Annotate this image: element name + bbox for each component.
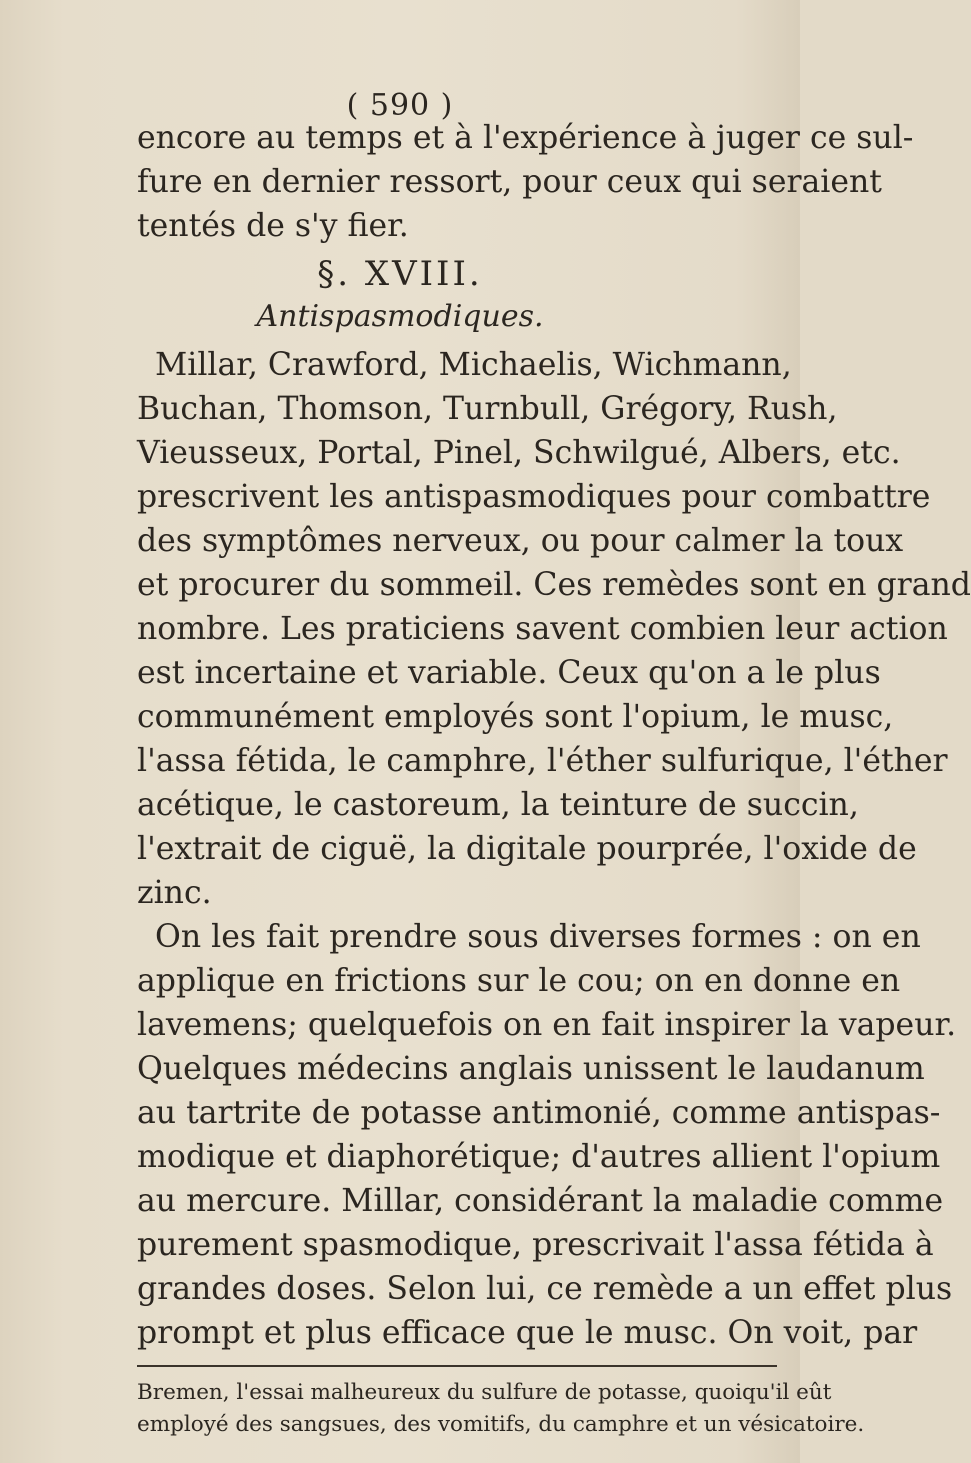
paragraph1-line-7: nombre. Les praticiens savent combien leur action <box>137 611 948 647</box>
intro-line-1: encore au temps et à l'expérience à juger ce sul- <box>137 120 914 156</box>
paragraph2-line-7: au mercure. Millar, considérant la maladie comme <box>137 1183 944 1219</box>
intro-line-2: fure en dernier ressort, pour ceux qui seraient <box>137 164 882 200</box>
paragraph2-line-10: prompt et plus efficace que le musc. On voit, par <box>137 1315 918 1351</box>
paragraph2-line-5: au tartrite de potasse antimonié, comme antispas- <box>137 1095 941 1131</box>
intro-line-3: tentés de s'y fier. <box>137 208 409 244</box>
paragraph1-line-13: zinc. <box>137 875 212 911</box>
paragraph1-line-1: Millar, Crawford, Michaelis, Wichmann, <box>155 347 792 383</box>
paragraph1-line-8: est incertaine et variable. Ceux qu'on a le plus <box>137 655 881 691</box>
paragraph1-line-12: l'extrait de ciguë, la digitale pourprée, l'oxide de <box>137 831 917 867</box>
paragraph2-line-3: lavemens; quelquefois on en fait inspirer la vapeur. <box>137 1007 957 1043</box>
section-number: §. XVIII. <box>317 254 483 294</box>
paragraph1-line-6: et procurer du sommeil. Ces remèdes sont en grand <box>137 567 971 603</box>
paragraph2-line-2: applique en frictions sur le cou; on en donne en <box>137 963 901 999</box>
section-title: Antispasmodiques. <box>256 299 544 334</box>
paragraph2-line-9: grandes doses. Selon lui, ce remède a un effet plus <box>137 1271 953 1307</box>
footnote-line-2: employé des sangsues, des vomitifs, du camphre et un vésicatoire. <box>137 1412 865 1437</box>
page-number: ( 590 ) <box>346 88 454 123</box>
paragraph1-line-11: acétique, le castoreum, la teinture de succin, <box>137 787 859 823</box>
paragraph2-line-1: On les fait prendre sous diverses formes : on en <box>155 919 921 955</box>
paragraph1-line-9: communément employés sont l'opium, le musc, <box>137 699 894 735</box>
paragraph2-line-4: Quelques médecins anglais unissent le laudanum <box>137 1051 925 1087</box>
paragraph1-line-3: Vieusseux, Portal, Pinel, Schwilgué, Albers, etc. <box>137 435 901 471</box>
paragraph1-line-2: Buchan, Thomson, Turnbull, Grégory, Rush, <box>137 391 838 427</box>
paragraph1-line-10: l'assa fétida, le camphre, l'éther sulfurique, l'éther <box>137 743 948 779</box>
footnote-line-1: Bremen, l'essai malheureux du sulfure de potasse, quoiqu'il eût <box>137 1380 832 1405</box>
paragraph1-line-5: des symptômes nerveux, ou pour calmer la toux <box>137 523 904 559</box>
paragraph1-line-4: prescrivent les antispasmodiques pour combattre <box>137 479 931 515</box>
paragraph2-line-6: modique et diaphorétique; d'autres allient l'opium <box>137 1139 941 1175</box>
paragraph2-line-8: purement spasmodique, prescrivait l'assa fétida à <box>137 1227 934 1263</box>
footnote-rule <box>137 1365 777 1367</box>
